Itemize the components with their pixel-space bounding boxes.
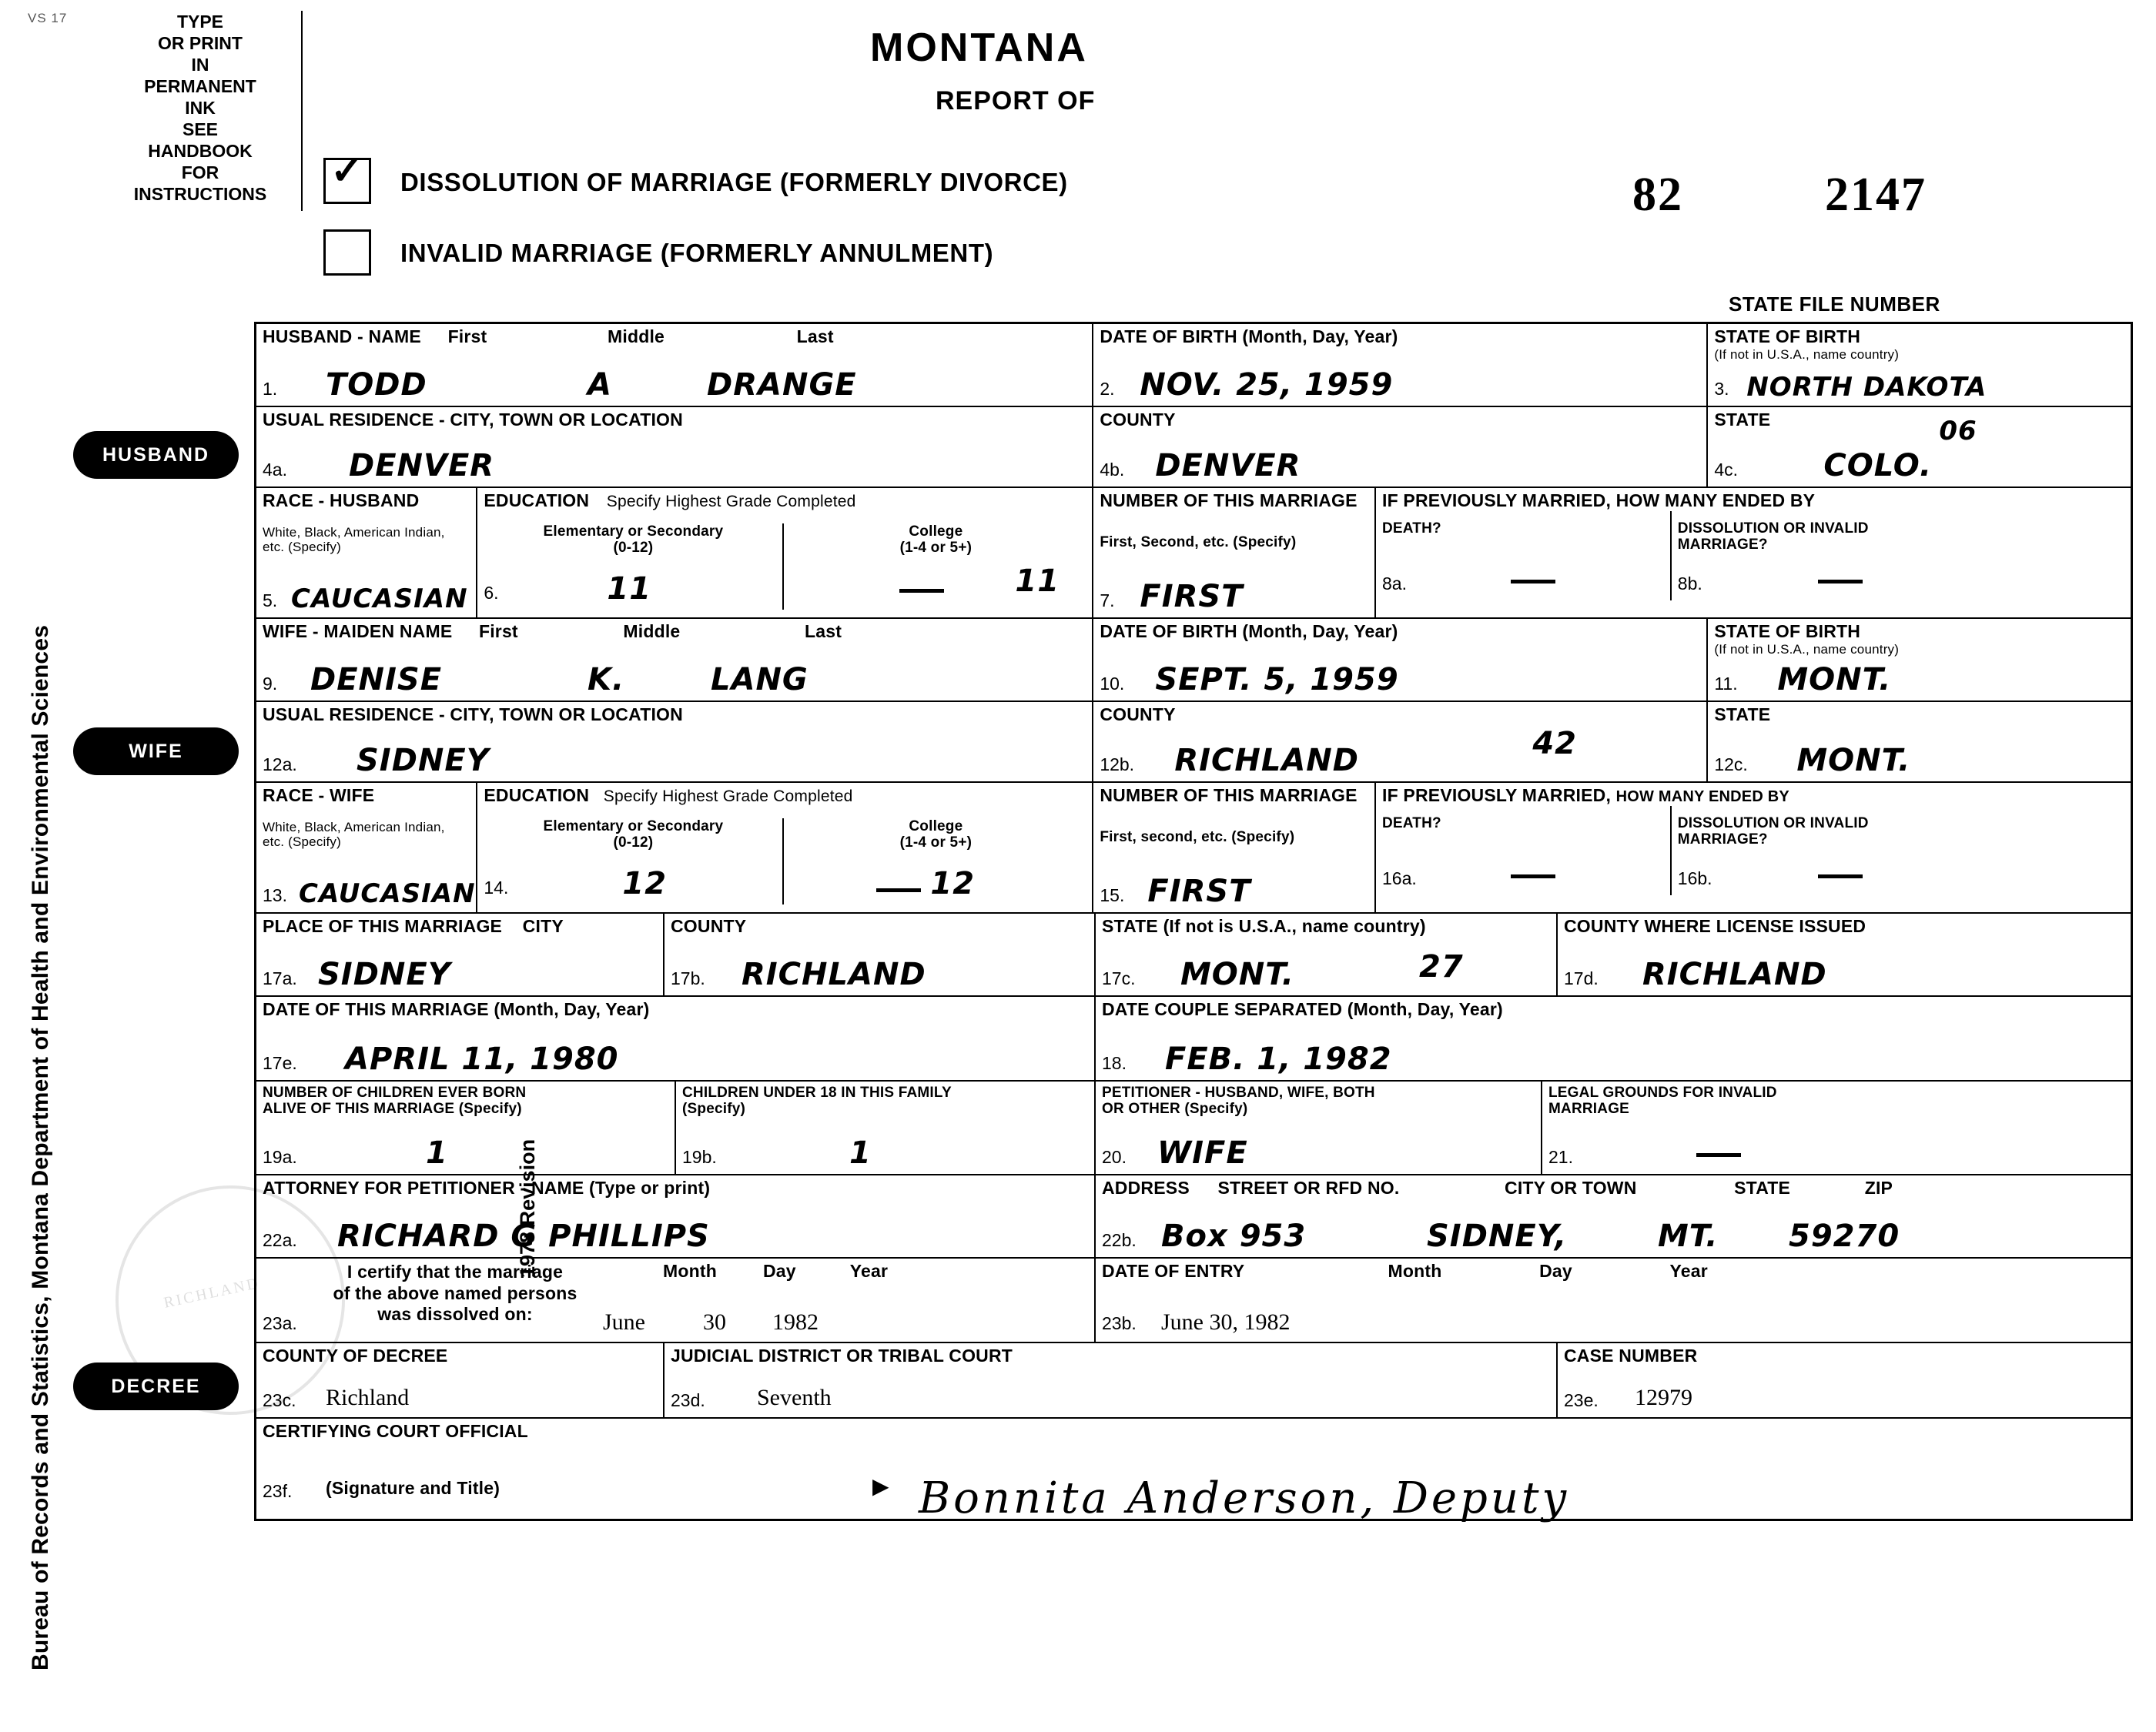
table-row xyxy=(256,488,2131,619)
table-row xyxy=(256,1419,2131,1523)
value-wife-last: LANG xyxy=(711,662,808,697)
checkbox-invalid-marriage[interactable] xyxy=(323,229,371,276)
cell-wife-residence[interactable] xyxy=(256,702,1093,781)
label-state-of-birth: STATE OF BIRTH xyxy=(1714,326,1861,346)
value-license-county: RICHLAND xyxy=(1642,957,1827,992)
label-husband-name: HUSBAND - NAME First Middle Last xyxy=(263,326,834,346)
value-husband-state-code: 06 xyxy=(1939,416,1977,446)
value-decree-day: 30 xyxy=(703,1309,726,1335)
label-education: EDUCATION Specify Highest Grade Completed xyxy=(484,490,856,510)
label-certify: I certify that the marriage of the above named persons was dissolved on: Month Day Year xyxy=(333,1261,889,1325)
cell-husband-prev-married xyxy=(1376,488,2131,617)
label-dissolution: DISSOLUTION OF MARRIAGE (FORMERLY DIVORCE) xyxy=(400,168,1068,196)
label-elementary: Elementary or Secondary xyxy=(543,523,724,540)
cell-wife-state[interactable] xyxy=(1708,702,2131,781)
field-number-4c: 4c. xyxy=(1714,460,1739,480)
field-number-6: 6. xyxy=(484,582,499,603)
label-attorney: ATTORNEY FOR PETITIONER - NAME (Type or print) xyxy=(263,1178,711,1198)
label-state-of-birth-wife: STATE OF BIRTH xyxy=(1714,621,1861,641)
value-address-street: Box 953 xyxy=(1161,1219,1307,1254)
label-case-number: CASE NUMBER xyxy=(1564,1346,1698,1366)
cell-husband-residence[interactable] xyxy=(256,407,1093,486)
field-number-23e: 23e. xyxy=(1564,1390,1599,1410)
field-number-11: 11. xyxy=(1714,674,1738,694)
label-race-husband: RACE - HUSBAND xyxy=(263,490,420,510)
label-date-separated: DATE COUPLE SEPARATED (Month, Day, Year) xyxy=(1102,999,1503,1019)
cell-place-of-marriage-county[interactable] xyxy=(665,914,1096,995)
label-state-of-birth-note-wife: (If not in U.S.A., name country) xyxy=(1714,641,1900,657)
cell-husband-state[interactable] xyxy=(1708,407,2131,486)
value-petitioner: WIFE xyxy=(1157,1135,1248,1171)
value-wife-county-code: 42 xyxy=(1532,726,1577,761)
cell-license-county[interactable] xyxy=(1558,914,2131,995)
cell-petitioner[interactable] xyxy=(1096,1082,1542,1174)
label-date-of-marriage: DATE OF THIS MARRIAGE (Month, Day, Year) xyxy=(263,999,650,1019)
label-number-of-marriage-wife: NUMBER OF THIS MARRIAGE xyxy=(1100,785,1358,805)
field-number-17c: 17c. xyxy=(1102,968,1136,988)
cell-husband-name[interactable] xyxy=(256,324,1093,406)
label-number-of-marriage: NUMBER OF THIS MARRIAGE xyxy=(1100,490,1358,510)
field-number-3: 3. xyxy=(1714,379,1729,399)
field-number-4a: 4a. xyxy=(263,460,287,480)
value-husband-state: COLO. xyxy=(1823,448,1933,483)
cell-children-under18[interactable] xyxy=(676,1082,1096,1174)
value-attorney: RICHARD G PHILLIPS xyxy=(337,1219,710,1254)
table-row xyxy=(256,702,2131,783)
field-number-17d: 17d. xyxy=(1564,968,1599,988)
field-number-20: 20. xyxy=(1102,1147,1127,1167)
label-state-of-birth-note: (If not in U.S.A., name country) xyxy=(1714,346,1900,362)
field-number-2: 2. xyxy=(1100,379,1115,399)
value-children-born: 1 xyxy=(426,1135,448,1171)
label-legal-grounds: LEGAL GROUNDS FOR INVALID MARRIAGE xyxy=(1548,1085,1777,1118)
field-number-23b: 23b. xyxy=(1102,1313,1137,1333)
cell-county-of-decree[interactable] xyxy=(256,1343,665,1417)
label-number-of-marriage-note-wife: First, second, etc. (Specify) xyxy=(1100,828,1295,845)
label-if-prev-married-wife: IF PREVIOUSLY MARRIED, HOW MANY ENDED BY xyxy=(1382,785,1789,805)
section-tab-husband: HUSBAND xyxy=(73,431,239,479)
label-state-if-not-usa: STATE (If not is U.S.A., name country) xyxy=(1102,916,1426,936)
value-signature: Bonnita Anderson, Deputy xyxy=(919,1473,1570,1523)
label-dob-wife: DATE OF BIRTH (Month, Day, Year) xyxy=(1100,621,1398,641)
value-decree-year: 1982 xyxy=(772,1309,819,1335)
value-wife-county: RICHLAND xyxy=(1174,743,1359,778)
value-wife-elementary: 12 xyxy=(622,865,668,901)
label-children-under18: CHILDREN UNDER 18 IN THIS FAMILY (Specify) xyxy=(682,1085,952,1118)
form-table xyxy=(254,322,2133,1521)
field-number-23c: 23c. xyxy=(263,1390,296,1410)
field-number-10: 10. xyxy=(1100,674,1125,694)
table-row xyxy=(256,997,2131,1082)
cell-wife-dob[interactable] xyxy=(1093,619,1708,700)
field-number-17e: 17e. xyxy=(263,1053,297,1073)
label-dissolution: DISSOLUTION OR INVALID MARRIAGE? xyxy=(1677,520,1869,553)
cell-wife-state-of-birth[interactable] xyxy=(1708,619,2131,700)
field-number-1: 1. xyxy=(263,379,278,399)
cell-husband-race[interactable] xyxy=(256,488,477,617)
label-county-marriage: COUNTY xyxy=(671,916,747,936)
label-race-note: White, Black, American Indian, etc. (Specify) xyxy=(263,524,445,554)
label-invalid-marriage: INVALID MARRIAGE (FORMERLY ANNULMENT) xyxy=(400,239,994,267)
value-husband-marriage-number: FIRST xyxy=(1140,579,1244,614)
label-death-wife: DEATH? xyxy=(1382,814,1441,831)
field-number-19a: 19a. xyxy=(263,1147,297,1167)
value-date-of-marriage: APRIL 11, 1980 xyxy=(345,1042,619,1077)
field-number-7: 7. xyxy=(1100,590,1115,610)
field-number-22a: 22a. xyxy=(263,1230,297,1250)
field-number-16a: 16a. xyxy=(1382,868,1417,888)
field-number-23d: 23d. xyxy=(671,1390,705,1410)
value-wife-state: MONT. xyxy=(1796,743,1911,778)
value-husband-dob: NOV. 25, 1959 xyxy=(1140,367,1394,403)
cell-date-separated[interactable] xyxy=(1096,997,2131,1080)
agency-line-2: 1978 Revision xyxy=(516,1139,539,1278)
value-marriage-state: MONT. xyxy=(1180,957,1294,992)
cell-attorney-address[interactable] xyxy=(1096,1175,2131,1257)
field-number-16b: 16b. xyxy=(1677,868,1712,888)
cell-place-of-marriage-city[interactable] xyxy=(256,914,665,995)
value-children-under18: 1 xyxy=(849,1135,872,1171)
label-children-born: NUMBER OF CHILDREN EVER BORN ALIVE OF THIS MARRIAGE (Specify) xyxy=(263,1085,527,1118)
table-row xyxy=(256,1175,2131,1259)
label-college-range: (1-4 or 5+) xyxy=(899,540,973,557)
label-signature-title: (Signature and Title) xyxy=(326,1478,500,1499)
field-number-12c: 12c. xyxy=(1714,754,1748,774)
field-number-5: 5. xyxy=(263,590,278,610)
table-row xyxy=(256,783,2131,914)
value-husband-college-margin: 11 xyxy=(1015,563,1060,599)
value-wife-race: CAUCASIAN xyxy=(299,878,476,909)
value-wife-middle: K. xyxy=(588,662,625,697)
value-wife-first: DENISE xyxy=(310,662,443,697)
value-marriage-state-code: 27 xyxy=(1419,949,1464,985)
field-number-13: 13. xyxy=(263,885,287,905)
section-tab-decree: DECREE xyxy=(73,1363,239,1410)
value-wife-college-margin: 12 xyxy=(930,865,976,901)
label-county: COUNTY xyxy=(1100,410,1176,430)
field-number-18: 18. xyxy=(1102,1053,1127,1073)
cell-date-of-entry[interactable] xyxy=(1096,1259,2131,1342)
label-elementary-wife: Elementary or Secondary xyxy=(543,818,724,834)
label-college-wife: College xyxy=(909,818,963,834)
label-college-range-wife: (1-4 or 5+) xyxy=(899,834,973,851)
label-race-wife: RACE - WIFE xyxy=(263,785,375,805)
field-number-15: 15. xyxy=(1100,885,1125,905)
stamp-text: RICHLAND xyxy=(162,1274,262,1312)
cell-date-of-marriage[interactable] xyxy=(256,997,1096,1080)
field-number-4b: 4b. xyxy=(1100,460,1125,480)
checkbox-dissolution[interactable] xyxy=(323,149,371,204)
table-row xyxy=(256,1082,2131,1175)
state-file-number-label: STATE FILE NUMBER xyxy=(1729,293,1940,316)
table-row xyxy=(256,1343,2131,1419)
label-usual-residence-wife: USUAL RESIDENCE - CITY, TOWN OR LOCATION xyxy=(263,704,683,724)
page-title: MONTANA xyxy=(870,25,1088,70)
field-number-23a: 23a. xyxy=(263,1313,297,1333)
value-husband-middle: A xyxy=(588,367,612,403)
form-code: VS 17 xyxy=(28,11,68,25)
cell-place-of-marriage-state[interactable] xyxy=(1096,914,1558,995)
field-number-23f: 23f. xyxy=(263,1481,293,1501)
label-race-note-wife: White, Black, American Indian, etc. (Specify) xyxy=(263,819,445,849)
label-dissolution-wife: DISSOLUTION OR INVALID MARRIAGE? xyxy=(1677,814,1869,848)
value-date-separated: FEB. 1, 1982 xyxy=(1165,1042,1392,1077)
label-death: DEATH? xyxy=(1382,520,1441,537)
cell-husband-state-of-birth[interactable] xyxy=(1708,324,2131,406)
cell-legal-grounds[interactable] xyxy=(1542,1082,2131,1174)
label-elementary-range-wife: (0-12) xyxy=(613,834,654,851)
value-husband-residence: DENVER xyxy=(349,448,495,483)
table-row xyxy=(256,1259,2131,1343)
value-husband-elementary: 11 xyxy=(607,570,652,607)
value-decree-month: June xyxy=(603,1309,645,1335)
instructions-block: TYPE OR PRINT IN PERMANENT INK SEE HANDBOOK FOR INSTRUCTIONS xyxy=(104,11,303,211)
value-husband-race: CAUCASIAN xyxy=(291,583,468,614)
table-row xyxy=(256,324,2131,407)
table-row xyxy=(256,619,2131,702)
value-marriage-county: RICHLAND xyxy=(742,957,926,992)
label-wife-name: WIFE - MAIDEN NAME First Middle Last xyxy=(263,621,842,641)
value-wife-residence: SIDNEY xyxy=(357,743,490,778)
value-county-of-decree: Richland xyxy=(326,1385,410,1410)
field-number-21: 21. xyxy=(1548,1147,1573,1167)
cell-attorney[interactable] xyxy=(256,1175,1096,1257)
value-husband-last: DRANGE xyxy=(707,367,857,403)
label-petitioner: PETITIONER - HUSBAND, WIFE, BOTH OR OTHER (Specify) xyxy=(1102,1085,1375,1118)
label-state: STATE xyxy=(1714,410,1771,430)
label-number-of-marriage-note: First, Second, etc. (Specify) xyxy=(1100,533,1297,550)
agency-line-1: Bureau of Records and Statistics, Montana Department of Health and Environmental Sciences xyxy=(28,624,53,1670)
value-marriage-city: SIDNEY xyxy=(318,957,451,992)
label-if-prev-married: IF PREVIOUSLY MARRIED, HOW MANY ENDED BY xyxy=(1382,490,1816,510)
cell-husband-marriage-number[interactable] xyxy=(1093,488,1376,617)
label-date-of-entry: DATE OF ENTRY Month Day Year xyxy=(1102,1261,1708,1281)
cell-wife-name[interactable] xyxy=(256,619,1093,700)
cell-case-number[interactable] xyxy=(1558,1343,2131,1417)
cell-certify[interactable] xyxy=(256,1259,1096,1342)
cell-certifying-official[interactable] xyxy=(256,1419,2131,1523)
label-certifying-official: CERTIFYING COURT OFFICIAL xyxy=(263,1421,528,1441)
cell-wife-education[interactable] xyxy=(477,783,1093,912)
cell-wife-race[interactable] xyxy=(256,783,477,912)
cell-wife-county[interactable] xyxy=(1093,702,1708,781)
field-number-14: 14. xyxy=(484,877,509,898)
value-husband-state-of-birth: NORTH DAKOTA xyxy=(1746,372,1987,403)
label-education-wife: EDUCATION Specify Highest Grade Completed xyxy=(484,785,853,805)
arrow-icon: ▶ xyxy=(872,1474,889,1498)
field-number-19b: 19b. xyxy=(682,1147,717,1167)
field-number-22b: 22b. xyxy=(1102,1230,1137,1250)
cell-husband-dob[interactable] xyxy=(1093,324,1708,406)
label-county-wife: COUNTY xyxy=(1100,704,1176,724)
field-number-12a: 12a. xyxy=(263,754,297,774)
cell-husband-education[interactable] xyxy=(477,488,1093,617)
section-tab-wife: WIFE xyxy=(73,727,239,775)
value-wife-marriage-number: FIRST xyxy=(1147,874,1251,909)
cell-wife-death[interactable] xyxy=(1376,806,1672,895)
label-dob: DATE OF BIRTH (Month, Day, Year) xyxy=(1100,326,1398,346)
value-address-state: MT. xyxy=(1658,1219,1719,1254)
cell-husband-dissolution[interactable] xyxy=(1672,511,2131,600)
cell-wife-dissolution[interactable] xyxy=(1672,806,2131,895)
value-address-city: SIDNEY, xyxy=(1427,1219,1568,1254)
value-case-number: 12979 xyxy=(1635,1385,1692,1410)
field-number-12b: 12b. xyxy=(1100,754,1135,774)
label-usual-residence: USUAL RESIDENCE - CITY, TOWN OR LOCATION xyxy=(263,410,683,430)
label-judicial-district: JUDICIAL DISTRICT OR TRIBAL COURT xyxy=(671,1346,1013,1366)
label-elementary-range: (0-12) xyxy=(613,540,654,557)
cell-children-born[interactable] xyxy=(256,1082,676,1174)
cell-wife-prev-married xyxy=(1376,783,2131,912)
state-file-number-prefix: 82 xyxy=(1632,169,1683,221)
label-county-of-decree: COUNTY OF DECREE xyxy=(263,1346,448,1366)
field-number-8b: 8b. xyxy=(1677,573,1702,593)
field-number-17a: 17a. xyxy=(263,968,297,988)
value-wife-dob: SEPT. 5, 1959 xyxy=(1155,662,1399,697)
cell-husband-county[interactable] xyxy=(1093,407,1708,486)
cell-judicial-district[interactable] xyxy=(665,1343,1558,1417)
cell-husband-death[interactable] xyxy=(1376,511,1672,600)
value-judicial-district: Seventh xyxy=(757,1385,832,1410)
label-place-of-marriage: PLACE OF THIS MARRIAGE CITY xyxy=(263,916,564,936)
label-address: ADDRESS STREET OR RFD NO. CITY OR TOWN STATE ZIP xyxy=(1102,1178,1893,1198)
value-address-zip: 59270 xyxy=(1789,1219,1900,1254)
value-wife-state-of-birth: MONT. xyxy=(1777,662,1892,697)
value-husband-county: DENVER xyxy=(1155,448,1301,483)
table-row xyxy=(256,914,2131,997)
label-college: College xyxy=(909,523,963,540)
table-row xyxy=(256,407,2131,488)
value-date-of-entry: June 30, 1982 xyxy=(1161,1309,1291,1335)
field-number-8a: 8a. xyxy=(1382,573,1407,593)
state-file-number: 2147 xyxy=(1825,169,1927,221)
cell-wife-marriage-number[interactable] xyxy=(1093,783,1376,912)
check-mark-icon: ✓ xyxy=(330,149,364,193)
label-county-license: COUNTY WHERE LICENSE ISSUED xyxy=(1564,916,1866,936)
page-subtitle: REPORT OF xyxy=(936,86,1096,115)
label-state-wife: STATE xyxy=(1714,704,1771,724)
field-number-17b: 17b. xyxy=(671,968,705,988)
field-number-9: 9. xyxy=(263,674,278,694)
value-husband-first: TODD xyxy=(326,367,427,403)
